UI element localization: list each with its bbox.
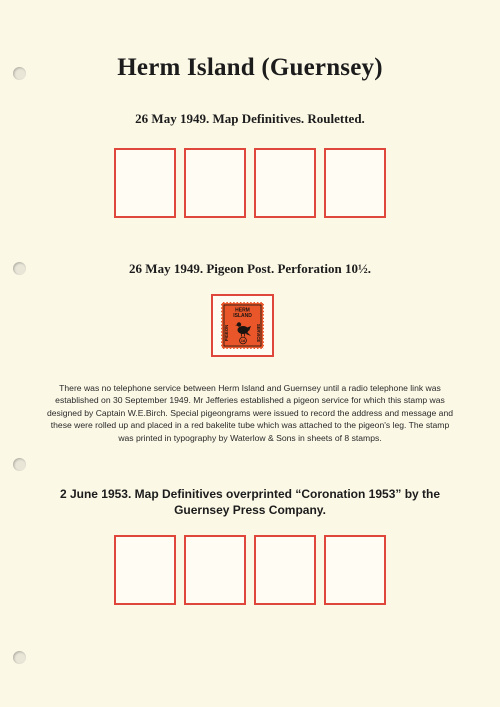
stamp-box bbox=[184, 535, 246, 605]
perforation-hole bbox=[220, 339, 222, 341]
punch-hole bbox=[13, 458, 26, 471]
stamp-text-pigeon: PIGEON bbox=[224, 324, 229, 342]
perforation-hole bbox=[228, 301, 230, 303]
stamp-box bbox=[254, 148, 316, 218]
perforation-hole bbox=[258, 301, 260, 303]
stamp-box bbox=[114, 148, 176, 218]
section-heading-line: 2 June 1953. Map Definitives overprinted “Coronation 1953” by the bbox=[59, 487, 441, 501]
perforation-hole bbox=[220, 329, 222, 331]
perforation-hole bbox=[235, 348, 237, 350]
perforation-hole bbox=[263, 305, 265, 307]
perforation-hole bbox=[220, 309, 222, 311]
perforation-hole bbox=[262, 348, 264, 350]
perforation-hole bbox=[263, 336, 265, 338]
perforation-hole bbox=[228, 348, 230, 350]
section-heading-line: Guernsey Press Company. bbox=[174, 503, 326, 517]
perforation-hole bbox=[255, 301, 257, 303]
stamp-box bbox=[324, 535, 386, 605]
stamp-box-row-coronation bbox=[0, 535, 500, 605]
perforation-hole bbox=[220, 333, 222, 335]
perforation-hole bbox=[220, 336, 222, 338]
perforation-hole bbox=[220, 316, 222, 318]
perforation-hole bbox=[263, 309, 265, 311]
punch-hole bbox=[13, 651, 26, 664]
perforation-hole bbox=[263, 343, 265, 345]
perforation-hole bbox=[252, 348, 254, 350]
pigeon-stamp-frame bbox=[211, 294, 274, 357]
stamp-box-row-map-definitives bbox=[0, 148, 500, 218]
stamp-text-service: SERVICE bbox=[256, 323, 261, 343]
perforation-hole bbox=[220, 305, 222, 307]
pigeon-post-description: There was no telephone service between Herm Island and Guernsey until a radio telephone link was established on 30 September 1949. Mr Jefferies established a pigeon service for which this stamp was designed by Captain W.E.Birch. Special pigeongrams were issued to record the address and message and these were rolled up and placed in a red bakelite tube which was attached to the pigeon's leg. The stamp was printed in typography by Waterlow & Sons in sheets of 8 stamps. bbox=[46, 383, 454, 443]
perforation-hole bbox=[241, 348, 243, 350]
perforation-hole bbox=[263, 326, 265, 328]
section-heading-pigeon-post: 26 May 1949. Pigeon Post. Perforation 10½. bbox=[129, 261, 371, 276]
stamp-box bbox=[324, 148, 386, 218]
perforation-hole bbox=[258, 348, 260, 350]
stamp-text-herm: HERM bbox=[235, 307, 250, 314]
perforation-hole bbox=[220, 326, 222, 328]
perforation-hole bbox=[263, 322, 265, 324]
perforation-hole bbox=[263, 346, 265, 348]
perforation-hole bbox=[220, 343, 222, 345]
perforation-hole bbox=[238, 348, 240, 350]
stamp-box bbox=[254, 535, 316, 605]
perforation-hole bbox=[248, 348, 250, 350]
perforation-hole bbox=[231, 348, 233, 350]
perforation-hole bbox=[220, 319, 222, 321]
perforation-hole bbox=[238, 301, 240, 303]
perforation-hole bbox=[220, 346, 222, 348]
perforation-hole bbox=[235, 301, 237, 303]
stamp-text-island: ISLAND bbox=[233, 313, 252, 319]
perforation-hole bbox=[255, 348, 257, 350]
stamp-box bbox=[184, 148, 246, 218]
section-heading-map-definitives: 26 May 1949. Map Definitives. Rouletted. bbox=[135, 111, 365, 126]
stamp-box bbox=[114, 535, 176, 605]
perforation-hole bbox=[263, 316, 265, 318]
perforation-hole bbox=[224, 348, 226, 350]
perforation-hole bbox=[263, 312, 265, 314]
perforation-hole bbox=[263, 319, 265, 321]
pigeon-post-stamp bbox=[219, 300, 266, 351]
perforation-hole bbox=[252, 301, 254, 303]
perforation-hole bbox=[220, 312, 222, 314]
perforation-hole bbox=[263, 333, 265, 335]
perforation-hole bbox=[263, 339, 265, 341]
perforation-hole bbox=[263, 329, 265, 331]
perforation-hole bbox=[224, 301, 226, 303]
section-heading-coronation-overprint bbox=[0, 486, 500, 518]
perforation-hole bbox=[245, 301, 247, 303]
perforation-hole bbox=[231, 301, 233, 303]
perforation-hole bbox=[248, 301, 250, 303]
perforation-hole bbox=[241, 301, 243, 303]
perforation-hole bbox=[220, 302, 222, 304]
stamp-value: 1d bbox=[240, 339, 246, 343]
perforation-hole bbox=[245, 348, 247, 350]
perforation-hole bbox=[220, 322, 222, 324]
page-title: Herm Island (Guernsey) bbox=[117, 54, 383, 81]
perforation-hole bbox=[263, 302, 265, 304]
